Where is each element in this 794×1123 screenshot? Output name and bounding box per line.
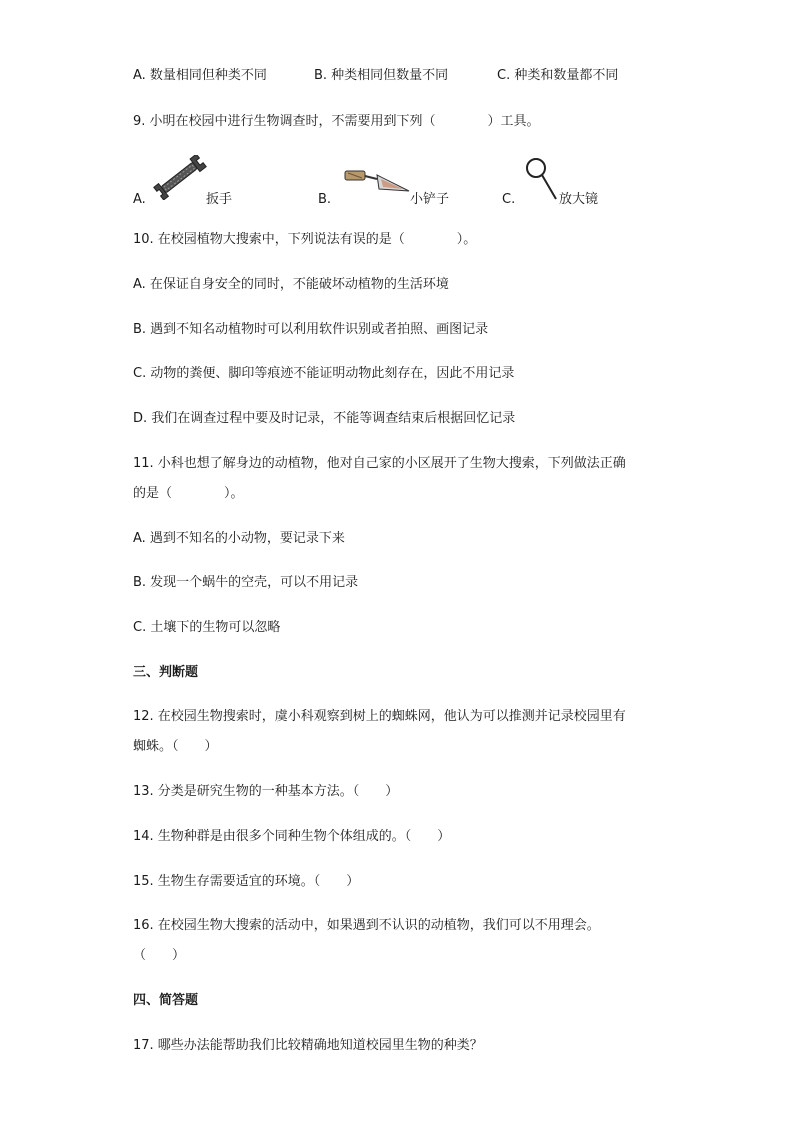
trowel-icon bbox=[343, 167, 413, 197]
q16-line1: 16. 在校园生物大搜索的活动中，如果遇到不认识的动植物，我们可以不用理会。 bbox=[133, 918, 600, 933]
q10-option-c: C. 动物的粪便、脚印等痕迹不能证明动物此刻存在，因此不用记录 bbox=[133, 366, 515, 381]
q9-stem: 9. 小明在校园中进行生物调查时，不需要用到下列（ ）工具。 bbox=[133, 114, 540, 129]
q11-stem-line2: 的是（ ）。 bbox=[133, 486, 244, 501]
q11-option-c: C. 土壤下的生物可以忽略 bbox=[133, 620, 281, 635]
q9-option-a-letter: A. bbox=[133, 192, 146, 207]
q8-option-a: A. 数量相同但种类不同 bbox=[133, 68, 267, 83]
q10-option-d: D. 我们在调查过程中要及时记录，不能等调查结束后根据回忆记录 bbox=[133, 411, 516, 426]
q10-option-b: B. 遇到不知名动植物时可以利用软件识别或者拍照、画图记录 bbox=[133, 322, 489, 337]
q12-line1: 12. 在校园生物搜索时，虞小科观察到树上的蜘蛛网，他认为可以推测并记录校园里有 bbox=[133, 709, 626, 724]
q9-option-c-label: 放大镜 bbox=[559, 192, 599, 207]
q14: 14. 生物种群是由很多个同种生物个体组成的。（ ） bbox=[133, 829, 451, 844]
q11-option-b: B. 发现一个蜗牛的空壳，可以不用记录 bbox=[133, 575, 359, 590]
q10-option-a: A. 在保证自身安全的同时，不能破坏动植物的生活环境 bbox=[133, 277, 449, 292]
q8-option-c: C. 种类和数量都不同 bbox=[497, 68, 619, 83]
q11-option-a: A. 遇到不知名的小动物，要记录下来 bbox=[133, 531, 345, 546]
q9-option-b-label: 小铲子 bbox=[410, 192, 450, 207]
q15: 15. 生物生存需要适宜的环境。（ ） bbox=[133, 874, 360, 889]
q17-stem: 17. 哪些办法能帮助我们比较精确地知道校园里生物的种类？ bbox=[133, 1038, 483, 1053]
q11-stem-line1: 11. 小科也想了解身边的动植物，他对自己家的小区展开了生物大搜索，下列做法正确 bbox=[133, 456, 626, 471]
q9-option-a-label: 扳手 bbox=[206, 192, 233, 207]
wrench-icon bbox=[153, 155, 207, 200]
q9-option-b-letter: B. bbox=[318, 192, 332, 207]
section-4-title: 四、简答题 bbox=[133, 993, 199, 1008]
q10-stem: 10. 在校园植物大搜索中，下列说法有误的是（ ）。 bbox=[133, 232, 477, 247]
q16-line2: （ ） bbox=[133, 948, 186, 963]
q9-option-c-letter: C. bbox=[502, 192, 516, 207]
q8-option-b: B. 种类相同但数量不同 bbox=[314, 68, 449, 83]
q13: 13. 分类是研究生物的一种基本方法。（ ） bbox=[133, 784, 399, 799]
magnifier-icon bbox=[525, 157, 559, 203]
q12-line2: 蜘蛛。（ ） bbox=[133, 739, 218, 754]
section-3-title: 三、判断题 bbox=[133, 665, 199, 680]
